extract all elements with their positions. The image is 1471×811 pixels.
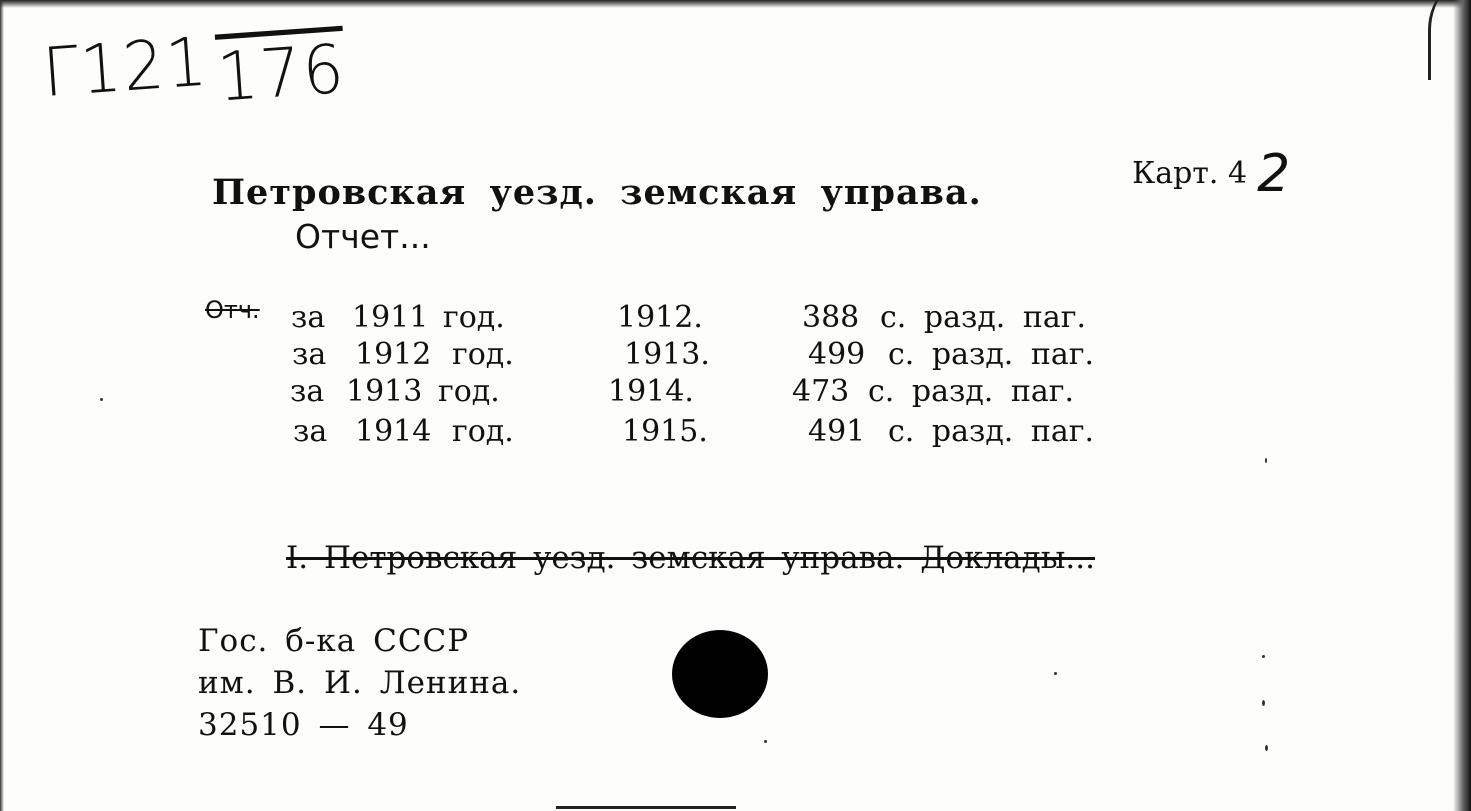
row-pages: 388	[802, 300, 860, 335]
speck	[1262, 655, 1265, 658]
row-pages: 499	[808, 337, 866, 372]
row-year: 1912	[355, 337, 432, 372]
library-line2: им. В. И. Ленина.	[198, 665, 522, 701]
row-god: год.	[452, 337, 514, 372]
struck-tag: Отч.	[205, 296, 260, 324]
row-za: за	[290, 374, 325, 409]
row-pages-label: с. разд. паг.	[888, 414, 1095, 449]
row-god: год.	[452, 414, 514, 449]
row-year: 1911	[352, 300, 429, 335]
row-year: 1914	[355, 414, 432, 449]
struck-note: I. Петровская уезд. земская управа. Доклады...	[286, 540, 1095, 576]
row-za: за	[291, 300, 326, 335]
entry-subheading: Отчет...	[295, 217, 431, 256]
card-number-value: 4	[1228, 156, 1248, 191]
library-line1: Гос. б-ка СССР	[198, 623, 470, 659]
speck	[1054, 672, 1057, 675]
speck	[764, 740, 767, 743]
scan-edge-top	[0, 0, 1471, 8]
row-pub-year: 1912.	[617, 300, 703, 335]
entry-heading: Петровская уезд. земская управа.	[212, 172, 982, 213]
speck	[1265, 458, 1267, 463]
row-pages-label: с. разд. паг.	[868, 374, 1075, 409]
speck	[1265, 745, 1268, 751]
row-god: год.	[438, 374, 500, 409]
row-pub-year: 1913.	[624, 337, 710, 372]
shelfmark	[40, 9, 349, 118]
row-pages: 491	[808, 414, 866, 449]
punch-hole	[672, 630, 768, 718]
card-corner	[1428, 0, 1471, 80]
row-za: за	[293, 414, 328, 449]
library-stamp	[198, 620, 521, 746]
row-year: 1913	[346, 374, 423, 409]
row-pages-label: с. разд. паг.	[888, 337, 1095, 372]
speck	[1262, 700, 1265, 706]
row-za: за	[292, 337, 327, 372]
scan-edge-bottom	[556, 806, 736, 809]
row-pub-year: 1914.	[608, 374, 694, 409]
scan-edge-right	[1453, 0, 1471, 811]
library-line3: 32510 — 49	[198, 707, 409, 743]
speck	[100, 398, 103, 401]
card-number-label: Карт.	[1132, 156, 1219, 191]
row-god: год.	[443, 300, 505, 335]
shelfmark-part2: 176	[215, 26, 349, 118]
card-number	[1132, 136, 1291, 204]
row-pages-label: с. разд. паг.	[880, 300, 1087, 335]
card-number-handwritten: 2	[1257, 144, 1291, 204]
shelfmark-part1: Г121	[40, 23, 212, 113]
row-pub-year: 1915.	[622, 414, 708, 449]
scan-edge-left	[0, 0, 4, 811]
row-pages: 473	[792, 374, 850, 409]
